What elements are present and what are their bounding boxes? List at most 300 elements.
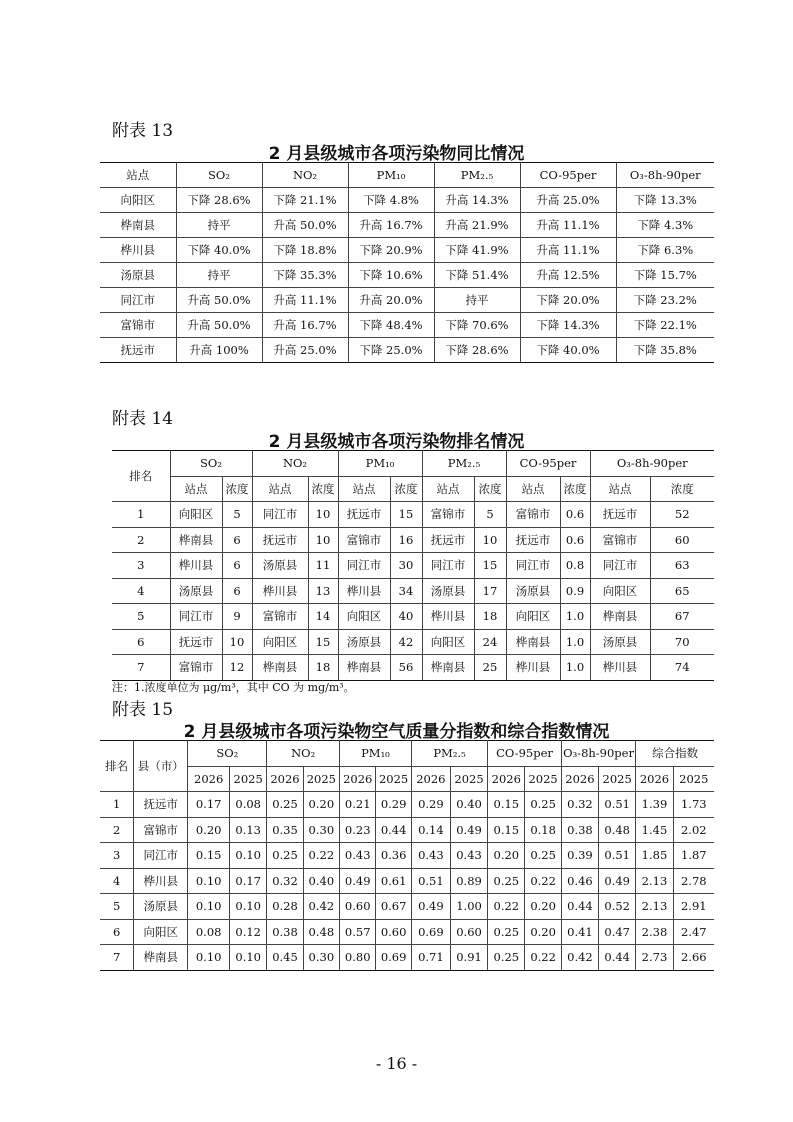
column-header: NO₂ <box>262 163 348 188</box>
index-cell: 0.15 <box>488 792 525 818</box>
index-cell: 0.51 <box>599 843 636 869</box>
index-cell: 2.78 <box>673 868 714 894</box>
table-row <box>100 817 714 843</box>
column-header: O₃-8h-90per <box>616 163 714 188</box>
index-cell: 0.35 <box>267 817 303 843</box>
rank-cell: 2 <box>112 527 170 553</box>
year-header: 2025 <box>303 766 339 792</box>
concentration-cell: 42 <box>390 629 422 655</box>
station-cell: 同江市 <box>100 288 176 313</box>
index-cell: 0.18 <box>525 817 561 843</box>
year-header: 2025 <box>376 766 411 792</box>
column-header: CO-95per <box>520 163 616 188</box>
year-header: 2026 <box>488 766 525 792</box>
table-row <box>112 553 714 579</box>
table-row <box>100 894 714 920</box>
change-cell: 下降 22.1% <box>616 313 714 338</box>
site-header: 站点 <box>422 476 474 502</box>
rank-cell: 4 <box>112 578 170 604</box>
change-cell: 下降 28.6% <box>176 188 262 213</box>
index-cell: 0.67 <box>376 894 411 920</box>
rank-cell: 3 <box>112 553 170 579</box>
index-cell: 0.61 <box>376 868 411 894</box>
index-cell: 0.10 <box>188 868 230 894</box>
change-cell: 下降 21.1% <box>262 188 348 213</box>
change-cell: 下降 20.0% <box>520 288 616 313</box>
table-14-note: 注：1.浓度单位为 μg/m³，其中 CO 为 mg/m³。 <box>112 681 355 694</box>
index-cell: 0.22 <box>488 894 525 920</box>
index-group-header: NO₂ <box>267 741 340 767</box>
table-13 <box>100 162 714 363</box>
index-cell: 1.73 <box>673 792 714 818</box>
index-group-header: PM₂.₅ <box>411 741 487 767</box>
concentration-cell: 10 <box>222 629 252 655</box>
rank-cell: 1 <box>112 502 170 528</box>
change-cell: 下降 35.8% <box>616 338 714 363</box>
table-row <box>100 843 714 869</box>
rank-cell: 5 <box>100 894 134 920</box>
year-header: 2026 <box>267 766 303 792</box>
county-cell: 汤原县 <box>134 894 188 920</box>
rank-cell: 7 <box>100 945 134 971</box>
header-row <box>112 451 714 477</box>
site-cell: 桦川县 <box>252 578 308 604</box>
concentration-cell: 25 <box>474 655 506 681</box>
index-cell: 0.49 <box>340 868 376 894</box>
concentration-cell: 1.0 <box>560 655 590 681</box>
change-cell: 下降 4.3% <box>616 213 714 238</box>
concentration-cell: 6 <box>222 553 252 579</box>
index-cell: 0.91 <box>450 945 487 971</box>
site-cell: 富锦市 <box>170 655 222 681</box>
change-cell: 升高 16.7% <box>348 213 434 238</box>
concentration-header: 浓度 <box>390 476 422 502</box>
station-cell: 汤原县 <box>100 263 176 288</box>
change-cell: 持平 <box>176 263 262 288</box>
index-cell: 0.36 <box>376 843 411 869</box>
index-cell: 0.49 <box>599 868 636 894</box>
index-cell: 0.08 <box>230 792 267 818</box>
index-cell: 0.22 <box>303 843 339 869</box>
station-cell: 桦南县 <box>100 213 176 238</box>
concentration-cell: 40 <box>390 604 422 630</box>
index-cell: 0.17 <box>188 792 230 818</box>
index-cell: 0.71 <box>411 945 450 971</box>
site-cell: 同江市 <box>170 604 222 630</box>
index-cell: 0.25 <box>488 945 525 971</box>
concentration-cell: 10 <box>474 527 506 553</box>
index-cell: 1.39 <box>636 792 673 818</box>
site-cell: 抚远市 <box>590 502 650 528</box>
index-group-header: CO-95per <box>488 741 562 767</box>
site-cell: 桦川县 <box>590 655 650 681</box>
site-cell: 同江市 <box>338 553 390 579</box>
index-cell: 0.48 <box>303 919 339 945</box>
change-cell: 升高 14.3% <box>434 188 520 213</box>
site-cell: 桦川县 <box>170 553 222 579</box>
site-cell: 富锦市 <box>590 527 650 553</box>
concentration-cell: 10 <box>308 527 338 553</box>
site-cell: 桦南县 <box>338 655 390 681</box>
table-row <box>100 945 714 971</box>
index-cell: 0.46 <box>561 868 598 894</box>
index-cell: 0.57 <box>340 919 376 945</box>
index-cell: 1.87 <box>673 843 714 869</box>
concentration-cell: 0.6 <box>560 527 590 553</box>
index-cell: 0.60 <box>376 919 411 945</box>
index-cell: 0.69 <box>411 919 450 945</box>
concentration-cell: 63 <box>650 553 714 579</box>
index-cell: 0.43 <box>411 843 450 869</box>
year-header: 2025 <box>230 766 267 792</box>
site-cell: 桦南县 <box>506 629 560 655</box>
site-cell: 汤原县 <box>422 578 474 604</box>
index-cell: 0.38 <box>561 817 598 843</box>
index-cell: 2.66 <box>673 945 714 971</box>
index-cell: 0.21 <box>340 792 376 818</box>
index-cell: 0.25 <box>525 843 561 869</box>
rank-cell: 3 <box>100 843 134 869</box>
index-cell: 0.25 <box>267 843 303 869</box>
rank-cell: 2 <box>100 817 134 843</box>
index-cell: 0.48 <box>599 817 636 843</box>
index-cell: 0.41 <box>561 919 598 945</box>
change-cell: 下降 18.8% <box>262 238 348 263</box>
rank-cell: 6 <box>112 629 170 655</box>
concentration-cell: 34 <box>390 578 422 604</box>
index-cell: 0.89 <box>450 868 487 894</box>
change-cell: 升高 100% <box>176 338 262 363</box>
change-cell: 下降 51.4% <box>434 263 520 288</box>
change-cell: 下降 4.8% <box>348 188 434 213</box>
concentration-cell: 5 <box>222 502 252 528</box>
change-cell: 升高 50.0% <box>262 213 348 238</box>
table-14-label: 附表 14 <box>112 409 174 429</box>
pollutant-header: SO₂ <box>170 451 252 477</box>
county-cell: 富锦市 <box>134 817 188 843</box>
concentration-cell: 14 <box>308 604 338 630</box>
index-cell: 0.20 <box>525 919 561 945</box>
index-cell: 0.13 <box>230 817 267 843</box>
index-cell: 0.43 <box>450 843 487 869</box>
index-cell: 1.00 <box>450 894 487 920</box>
change-cell: 下降 15.7% <box>616 263 714 288</box>
table-row <box>112 604 714 630</box>
column-header: 站点 <box>100 163 176 188</box>
concentration-cell: 5 <box>474 502 506 528</box>
index-cell: 2.02 <box>673 817 714 843</box>
concentration-cell: 70 <box>650 629 714 655</box>
index-cell: 0.80 <box>340 945 376 971</box>
change-cell: 下降 13.3% <box>616 188 714 213</box>
change-cell: 升高 11.1% <box>262 288 348 313</box>
change-cell: 下降 48.4% <box>348 313 434 338</box>
site-cell: 汤原县 <box>338 629 390 655</box>
index-cell: 0.20 <box>488 843 525 869</box>
site-cell: 富锦市 <box>252 604 308 630</box>
index-cell: 0.25 <box>488 919 525 945</box>
table-15 <box>100 740 714 971</box>
index-cell: 0.14 <box>411 817 450 843</box>
change-cell: 下降 28.6% <box>434 338 520 363</box>
table-row <box>112 655 714 681</box>
site-cell: 抚远市 <box>338 502 390 528</box>
year-header: 2026 <box>561 766 598 792</box>
site-cell: 汤原县 <box>252 553 308 579</box>
header-row <box>100 163 714 188</box>
site-cell: 桦南县 <box>252 655 308 681</box>
rank-cell: 7 <box>112 655 170 681</box>
change-cell: 升高 25.0% <box>520 188 616 213</box>
table-row <box>100 868 714 894</box>
year-header: 2025 <box>599 766 636 792</box>
index-group-header: 综合指数 <box>636 741 714 767</box>
table-row <box>100 919 714 945</box>
site-cell: 汤原县 <box>506 578 560 604</box>
change-cell: 升高 16.7% <box>262 313 348 338</box>
table-row <box>112 578 714 604</box>
concentration-cell: 18 <box>308 655 338 681</box>
concentration-cell: 18 <box>474 604 506 630</box>
county-cell: 同江市 <box>134 843 188 869</box>
table-14-title: 2 月县级城市各项污染物排名情况 <box>268 432 525 452</box>
index-cell: 0.15 <box>188 843 230 869</box>
concentration-cell: 0.6 <box>560 502 590 528</box>
site-cell: 桦南县 <box>170 527 222 553</box>
index-cell: 1.85 <box>636 843 673 869</box>
site-header: 站点 <box>506 476 560 502</box>
site-cell: 向阳区 <box>338 604 390 630</box>
county-cell: 向阳区 <box>134 919 188 945</box>
year-header: 2026 <box>188 766 230 792</box>
index-cell: 0.30 <box>303 945 339 971</box>
table-14 <box>112 450 714 681</box>
year-header: 2025 <box>525 766 561 792</box>
index-cell: 0.52 <box>599 894 636 920</box>
index-cell: 0.42 <box>303 894 339 920</box>
site-cell: 向阳区 <box>590 578 650 604</box>
table-row <box>100 792 714 818</box>
pollutant-header: PM₂.₅ <box>422 451 506 477</box>
change-cell: 持平 <box>434 288 520 313</box>
concentration-header: 浓度 <box>650 476 714 502</box>
concentration-cell: 15 <box>474 553 506 579</box>
site-cell: 桦川县 <box>422 604 474 630</box>
site-cell: 汤原县 <box>170 578 222 604</box>
site-cell: 桦南县 <box>422 655 474 681</box>
index-cell: 0.49 <box>411 894 450 920</box>
index-cell: 2.38 <box>636 919 673 945</box>
site-header: 站点 <box>170 476 222 502</box>
column-header: SO₂ <box>176 163 262 188</box>
site-cell: 抚远市 <box>252 527 308 553</box>
county-cell: 抚远市 <box>134 792 188 818</box>
index-cell: 2.91 <box>673 894 714 920</box>
station-cell: 富锦市 <box>100 313 176 338</box>
index-cell: 0.32 <box>561 792 598 818</box>
site-cell: 同江市 <box>506 553 560 579</box>
site-cell: 同江市 <box>422 553 474 579</box>
table-row <box>100 188 714 213</box>
header-row <box>100 741 714 767</box>
index-cell: 0.51 <box>411 868 450 894</box>
change-cell: 升高 11.1% <box>520 213 616 238</box>
index-cell: 0.30 <box>303 817 339 843</box>
site-cell: 富锦市 <box>422 502 474 528</box>
index-cell: 0.15 <box>488 817 525 843</box>
index-cell: 0.20 <box>303 792 339 818</box>
index-cell: 0.38 <box>267 919 303 945</box>
concentration-cell: 13 <box>308 578 338 604</box>
index-cell: 0.22 <box>525 868 561 894</box>
concentration-cell: 30 <box>390 553 422 579</box>
concentration-header: 浓度 <box>308 476 338 502</box>
change-cell: 升高 50.0% <box>176 288 262 313</box>
concentration-cell: 10 <box>308 502 338 528</box>
index-cell: 0.10 <box>230 843 267 869</box>
index-cell: 0.44 <box>376 817 411 843</box>
county-cell: 桦川县 <box>134 868 188 894</box>
change-cell: 下降 14.3% <box>520 313 616 338</box>
concentration-cell: 15 <box>308 629 338 655</box>
index-cell: 0.44 <box>599 945 636 971</box>
concentration-cell: 1.0 <box>560 629 590 655</box>
table-row <box>100 238 714 263</box>
subheader-row <box>112 476 714 502</box>
index-cell: 0.40 <box>303 868 339 894</box>
change-cell: 升高 50.0% <box>176 313 262 338</box>
change-cell: 下降 20.9% <box>348 238 434 263</box>
station-cell: 桦川县 <box>100 238 176 263</box>
concentration-cell: 12 <box>222 655 252 681</box>
county-header: 县（市） <box>134 741 188 792</box>
rank-cell: 5 <box>112 604 170 630</box>
index-cell: 0.12 <box>230 919 267 945</box>
index-cell: 0.47 <box>599 919 636 945</box>
pollutant-header: PM₁₀ <box>338 451 422 477</box>
table-13-title: 2 月县级城市各项污染物同比情况 <box>268 144 525 164</box>
change-cell: 下降 10.6% <box>348 263 434 288</box>
rank-cell: 1 <box>100 792 134 818</box>
year-header: 2026 <box>411 766 450 792</box>
change-cell: 下降 70.6% <box>434 313 520 338</box>
column-header: PM₁₀ <box>348 163 434 188</box>
change-cell: 下降 23.2% <box>616 288 714 313</box>
concentration-cell: 67 <box>650 604 714 630</box>
concentration-cell: 11 <box>308 553 338 579</box>
pollutant-header: NO₂ <box>252 451 338 477</box>
index-cell: 0.51 <box>599 792 636 818</box>
site-cell: 向阳区 <box>422 629 474 655</box>
change-cell: 升高 20.0% <box>348 288 434 313</box>
index-group-header: O₃-8h-90per <box>561 741 636 767</box>
change-cell: 下降 41.9% <box>434 238 520 263</box>
concentration-cell: 52 <box>650 502 714 528</box>
column-header: PM₂.₅ <box>434 163 520 188</box>
change-cell: 下降 35.3% <box>262 263 348 288</box>
site-cell: 桦川县 <box>338 578 390 604</box>
table-row <box>112 502 714 528</box>
index-cell: 0.20 <box>525 894 561 920</box>
year-header: 2025 <box>673 766 714 792</box>
rank-cell: 6 <box>100 919 134 945</box>
table-row <box>100 313 714 338</box>
site-cell: 向阳区 <box>170 502 222 528</box>
change-cell: 下降 40.0% <box>176 238 262 263</box>
index-cell: 0.42 <box>561 945 598 971</box>
index-cell: 0.29 <box>376 792 411 818</box>
site-cell: 同江市 <box>252 502 308 528</box>
concentration-cell: 6 <box>222 578 252 604</box>
concentration-cell: 65 <box>650 578 714 604</box>
pollutant-header: O₃-8h-90per <box>590 451 714 477</box>
index-cell: 0.49 <box>450 817 487 843</box>
index-cell: 0.32 <box>267 868 303 894</box>
index-cell: 2.13 <box>636 868 673 894</box>
year-header: 2026 <box>340 766 376 792</box>
index-cell: 0.39 <box>561 843 598 869</box>
index-cell: 2.47 <box>673 919 714 945</box>
table-row <box>100 263 714 288</box>
change-cell: 下降 6.3% <box>616 238 714 263</box>
station-cell: 抚远市 <box>100 338 176 363</box>
table-row <box>100 213 714 238</box>
change-cell: 下降 25.0% <box>348 338 434 363</box>
rank-header: 排名 <box>100 741 134 792</box>
index-cell: 2.13 <box>636 894 673 920</box>
station-cell: 向阳区 <box>100 188 176 213</box>
concentration-cell: 0.8 <box>560 553 590 579</box>
table-15-title: 2 月县级城市各项污染物空气质量分指数和综合指数情况 <box>183 722 610 742</box>
index-cell: 0.17 <box>230 868 267 894</box>
table-row <box>100 338 714 363</box>
concentration-header: 浓度 <box>222 476 252 502</box>
site-cell: 抚远市 <box>170 629 222 655</box>
index-cell: 0.10 <box>188 945 230 971</box>
index-cell: 0.25 <box>267 792 303 818</box>
rank-header: 排名 <box>112 451 170 502</box>
page-number: - 16 - <box>375 1054 418 1073</box>
index-cell: 1.45 <box>636 817 673 843</box>
site-cell: 桦川县 <box>506 655 560 681</box>
index-cell: 0.44 <box>561 894 598 920</box>
site-cell: 向阳区 <box>506 604 560 630</box>
site-cell: 汤原县 <box>590 629 650 655</box>
concentration-cell: 0.9 <box>560 578 590 604</box>
site-header: 站点 <box>338 476 390 502</box>
table-13-label: 附表 13 <box>112 121 174 141</box>
site-cell: 同江市 <box>590 553 650 579</box>
site-cell: 桦南县 <box>590 604 650 630</box>
concentration-cell: 1.0 <box>560 604 590 630</box>
concentration-cell: 17 <box>474 578 506 604</box>
concentration-cell: 56 <box>390 655 422 681</box>
index-cell: 0.10 <box>230 945 267 971</box>
index-cell: 0.25 <box>525 792 561 818</box>
change-cell: 升高 25.0% <box>262 338 348 363</box>
site-header: 站点 <box>252 476 308 502</box>
index-cell: 0.43 <box>340 843 376 869</box>
site-cell: 向阳区 <box>252 629 308 655</box>
index-cell: 0.28 <box>267 894 303 920</box>
change-cell: 升高 21.9% <box>434 213 520 238</box>
year-header-row <box>100 766 714 792</box>
index-group-header: SO₂ <box>188 741 267 767</box>
index-group-header: PM₁₀ <box>340 741 412 767</box>
concentration-cell: 24 <box>474 629 506 655</box>
concentration-cell: 74 <box>650 655 714 681</box>
site-cell: 富锦市 <box>506 502 560 528</box>
